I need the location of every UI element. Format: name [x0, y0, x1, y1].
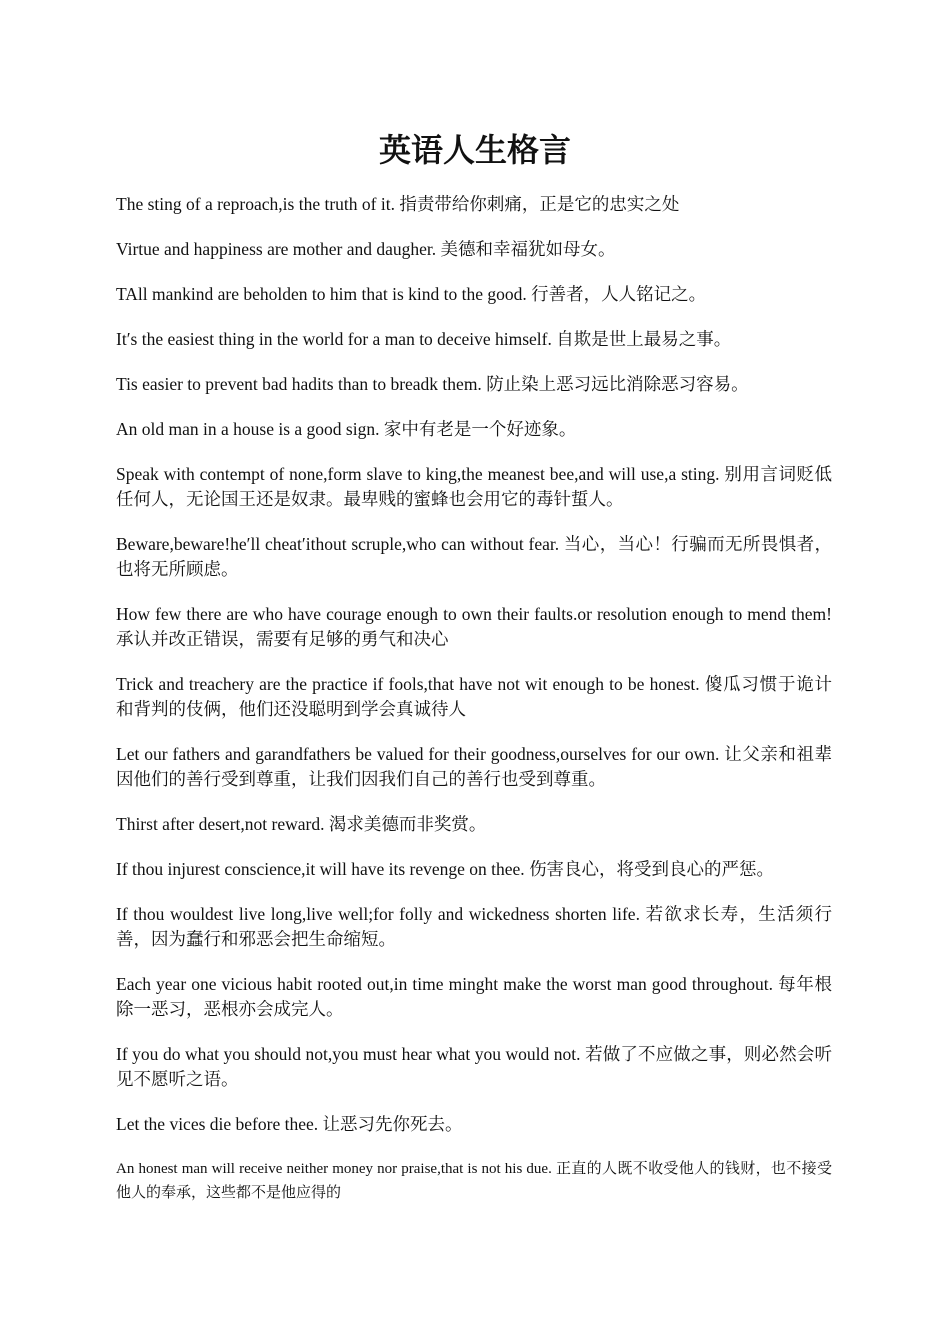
quote-entry	[116, 192, 832, 217]
quote-english: It′s the easiest thing in the world for a man to deceive himself.	[116, 329, 552, 349]
quote-chinese: 别用言词贬低任何人，无论国王还是奴隶。最卑贱的蜜蜂也会用它的毒针蜇人。	[116, 464, 833, 509]
quote-chinese: 指责带给你刺痛，正是它的忠实之处	[399, 194, 680, 214]
quote-chinese: 傻瓜习惯于诡计和背判的伎俩，他们还没聪明到学会真诚待人	[116, 674, 832, 719]
quote-entry	[116, 282, 832, 307]
quote-chinese: 自欺是世上最易之事。	[556, 329, 732, 349]
quote-chinese: 伤害良心，将受到良心的严惩。	[529, 859, 775, 879]
quote-entry	[116, 672, 832, 722]
quote-entry	[116, 902, 832, 952]
quote-entry	[116, 532, 832, 582]
quote-entry	[116, 972, 832, 1022]
quote-entry	[116, 1112, 832, 1137]
quote-chinese: 正直的人既不收受他人的钱财，也不接受他人的奉承，这些都不是他应得的	[116, 1161, 832, 1201]
quote-entry	[116, 602, 832, 652]
quote-english: If thou injurest conscience,it will have its revenge on thee.	[116, 859, 525, 879]
quote-entry	[116, 462, 832, 512]
quote-entry	[116, 812, 832, 837]
quote-list	[116, 192, 832, 1225]
quote-entry	[116, 742, 832, 792]
quote-english: How few there are who have courage enough to own their faults.or resolution enough to mend them!	[116, 604, 832, 624]
quote-english: The sting of a reproach,is the truth of it.	[116, 194, 395, 214]
quote-english: Thirst after desert,not reward.	[116, 814, 325, 834]
quote-english: If thou wouldest live long,live well;for folly and wickedness shorten life.	[116, 904, 640, 924]
quote-english: Beware,beware!he′ll cheat′ithout scruple,who can without fear.	[116, 534, 560, 554]
quote-entry	[116, 857, 832, 882]
quote-english: An honest man will receive neither money nor praise,that is not his due.	[116, 1161, 552, 1177]
quote-chinese: 渴求美德而非奖赏。	[328, 814, 487, 834]
page-title: 英语人生格言	[378, 132, 571, 168]
quote-entry	[116, 1157, 832, 1205]
quote-chinese: 每年根除一恶习，恶根亦会成完人。	[116, 974, 833, 1019]
quote-entry	[116, 417, 832, 442]
quote-english: If you do what you should not,you must hear what you would not.	[116, 1044, 581, 1064]
quote-entry	[116, 237, 832, 262]
quote-english: Each year one vicious habit rooted out,in time minght make the worst man good throughout.	[116, 974, 774, 994]
quote-chinese: 行善者，人人铭记之。	[531, 284, 707, 304]
quote-chinese: 当心，当心！行骗而无所畏惧者，也将无所顾虑。	[116, 534, 833, 579]
quote-chinese: 家中有老是一个好迹象。	[383, 419, 577, 439]
quote-english: Tis easier to prevent bad hadits than to breadk them.	[116, 374, 482, 394]
quote-english: TAll mankind are beholden to him that is kind to the good.	[116, 284, 527, 304]
quote-english: Trick and treachery are the practice if fools,that have not wit enough to be honest.	[116, 674, 700, 694]
quote-chinese: 美德和幸福犹如母女。	[440, 239, 616, 259]
quote-entry	[116, 372, 832, 397]
quote-english: Let the vices die before thee.	[116, 1114, 319, 1134]
quote-english: An old man in a house is a good sign.	[116, 419, 380, 439]
quote-chinese: 若做了不应做之事，则必然会听见不愿听之语。	[116, 1044, 833, 1089]
quote-chinese: 若欲求长寿，生活须行善，因为蠢行和邪恶会把生命缩短。	[116, 904, 833, 949]
quote-chinese: 防止染上恶习远比消除恶习容易。	[486, 374, 749, 394]
quote-english: Speak with contempt of none,form slave to king,the meanest bee,and will use,a sting.	[116, 464, 720, 484]
quote-chinese: 承认并改正错误，需要有足够的勇气和决心	[116, 629, 449, 649]
quote-chinese: 让父亲和祖辈因他们的善行受到尊重，让我们因我们自己的善行也受到尊重。	[116, 744, 833, 789]
quote-english: Virtue and happiness are mother and daugher.	[116, 239, 437, 259]
quote-english: Let our fathers and garandfathers be valued for their goodness,ourselves for our own.	[116, 744, 720, 764]
quote-entry	[116, 327, 832, 352]
quote-chinese: 让恶习先你死去。	[322, 1114, 463, 1134]
quote-entry	[116, 1042, 832, 1092]
